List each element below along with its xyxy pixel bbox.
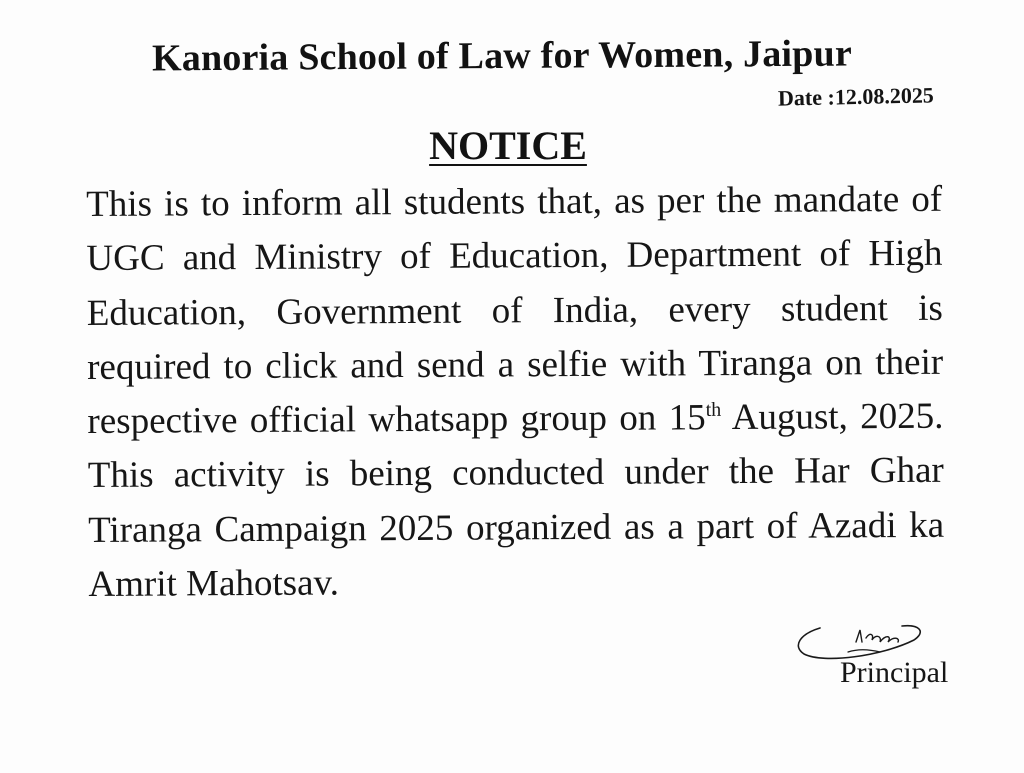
notice-body-part2: August, 2025. This activity is being conducted under the Har Ghar Tiranga Campaign 2025 organized as a part of Azadi ka Amrit Mahotsav. (87, 395, 945, 606)
signature-block (790, 612, 960, 702)
notice-title: NOTICE (429, 123, 587, 168)
institution-name: Kanoria School of Law for Women, Jaipur (151, 32, 853, 80)
notice-date: Date :12.08.2025 (777, 82, 935, 111)
notice-body (86, 173, 945, 613)
notice-body-part1: This is to inform all students that, as per the mandate of UGC and Ministry of Education, Department of High Education, Government of India, every student is required to click and send a selfie with Tiranga on their respective official whatsapp group on 15 (86, 178, 944, 443)
ordinal-suffix: th (705, 398, 722, 422)
principal-label: Principal (840, 656, 949, 689)
